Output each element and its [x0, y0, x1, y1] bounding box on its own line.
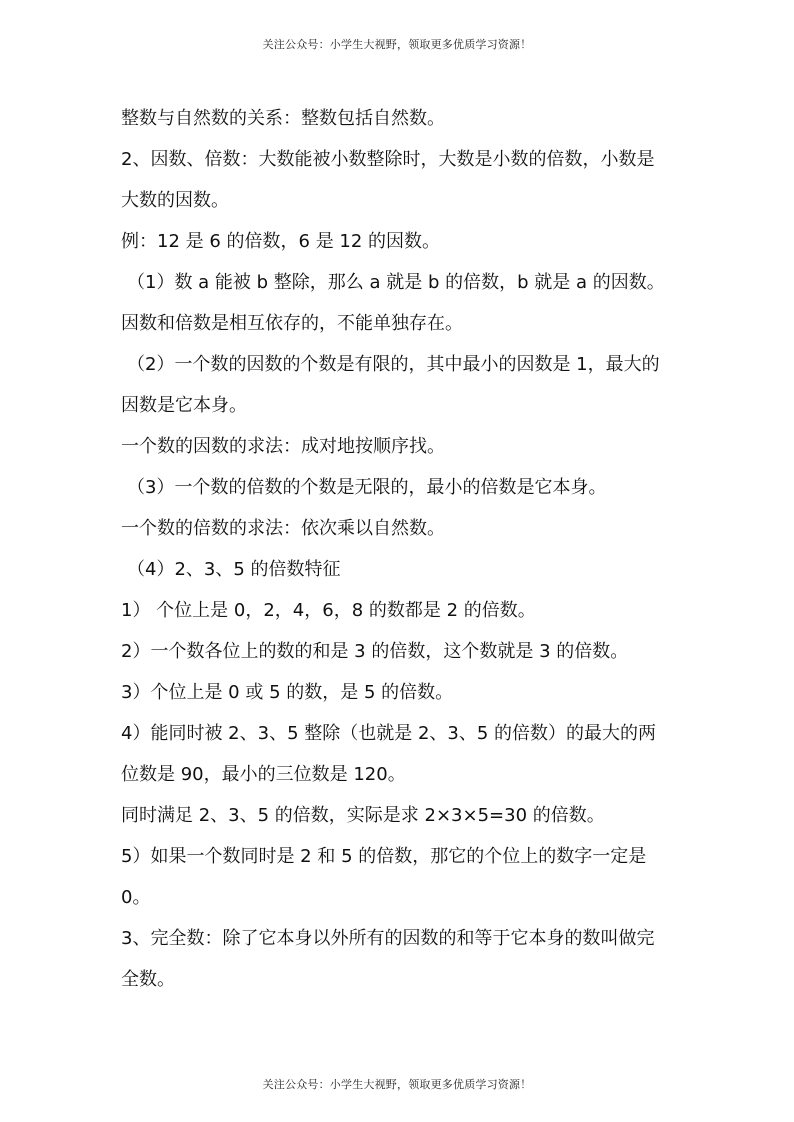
- body-line: （4）2、3、5 的倍数特征: [127, 559, 341, 580]
- body-line: （1）数 a 能被 b 整除，那么 a 就是 b 的倍数，b 就是 a 的因数。: [127, 272, 665, 293]
- body-line: 因数是它本身。: [121, 395, 247, 416]
- body-line: （3）一个数的倍数的个数是无限的，最小的倍数是它本身。: [127, 477, 607, 498]
- body-line: 2、因数、倍数：大数能被小数整除时，大数是小数的倍数，小数是: [121, 149, 655, 170]
- body-line: 大数的因数。: [121, 190, 229, 211]
- body-line: 3）个位上是 0 或 5 的数，是 5 的倍数。: [121, 682, 454, 703]
- page-header: 关注公众号：小学生大视野，领取更多优质学习资源！: [262, 38, 532, 51]
- body-line: 一个数的因数的求法：成对地按顺序找。: [121, 436, 445, 457]
- body-line: 3、完全数：除了它本身以外所有的因数的和等于它本身的数叫做完: [121, 928, 655, 949]
- body-line: 同时满足 2、3、5 的倍数，实际是求 2×3×5=30 的倍数。: [121, 805, 605, 826]
- body-line: 0。: [121, 887, 151, 908]
- body-line: 全数。: [121, 969, 175, 990]
- body-line: 2）一个数各位上的数的和是 3 的倍数，这个数就是 3 的倍数。: [121, 641, 629, 662]
- body-line: 例：12 是 6 的倍数，6 是 12 的因数。: [121, 231, 441, 252]
- body-line: 1） 个位上是 0，2，4，6，8 的数都是 2 的倍数。: [121, 600, 536, 621]
- body-line: 整数与自然数的关系：整数包括自然数。: [121, 108, 445, 129]
- body-line: 5）如果一个数同时是 2 和 5 的倍数，那它的个位上的数字一定是: [121, 846, 647, 867]
- body-line: 一个数的倍数的求法：依次乘以自然数。: [121, 518, 445, 539]
- page-footer: 关注公众号：小学生大视野，领取更多优质学习资源！: [262, 1078, 532, 1091]
- body-line: 因数和倍数是相互依存的，不能单独存在。: [121, 313, 463, 334]
- body-line: （2）一个数的因数的个数是有限的，其中最小的因数是 1，最大的: [127, 354, 660, 375]
- body-line: 4）能同时被 2、3、5 整除（也就是 2、3、5 的倍数）的最大的两: [121, 723, 657, 744]
- body-line: 位数是 90，最小的三位数是 120。: [121, 764, 406, 785]
